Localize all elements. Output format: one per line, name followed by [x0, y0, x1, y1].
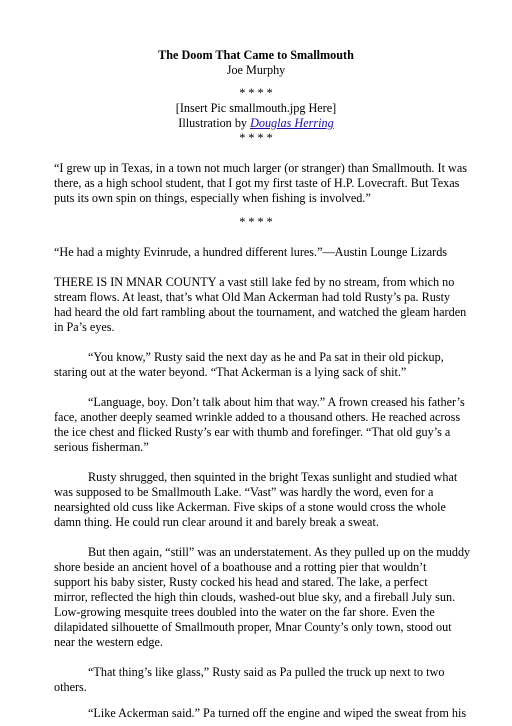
- story-title: The Doom That Came to Smallmouth: [158, 48, 354, 62]
- illustration-prefix: Illustration by: [178, 116, 251, 130]
- paragraph-line: shore beside an ancient hovel of a boathouse and a rotting pier that wouldn’t: [54, 560, 427, 574]
- paragraph-line: support his baby sister, Rusty cocked his head and stared. The lake, a perfect: [54, 575, 428, 589]
- illustrator-link[interactable]: Douglas Herring: [250, 116, 334, 130]
- paragraph-line: face, another deeply seamed wrinkle added to a thousand others. He reached across: [54, 410, 461, 424]
- author-name: Joe Murphy: [226, 63, 286, 77]
- paragraph-line: “That thing’s like glass,” Rusty said as Pa pulled the truck up next to two: [88, 665, 445, 679]
- section-separator-end: * * * *: [239, 131, 273, 145]
- paragraph-line: Low-growing mesquite trees doubled into the water on the far shore. Even the: [54, 605, 435, 619]
- paragraph-line: nearsighted old cuss like Ackerman. Five skips of a stone would cross the whole: [54, 500, 446, 514]
- paragraph-line: “Like Ackerman said.” Pa turned off the engine and wiped the sweat from his: [88, 706, 467, 720]
- paragraph-line: Rusty shrugged, then squinted in the bright Texas sunlight and studied what: [88, 470, 458, 484]
- paragraph-line: staring out at the water beyond. “That Ackerman is a lying sack of shit.”: [54, 365, 407, 379]
- paragraph-line: THERE IS IN MNAR COUNTY a vast still lake fed by no stream, from which no: [54, 275, 455, 289]
- image-placeholder: [Insert Pic smallmouth.jpg Here]: [175, 101, 337, 115]
- paragraph-line: near the western edge.: [54, 635, 163, 649]
- paragraph-line: “Language, boy. Don’t talk about him that way.” A frown creased his father’s: [88, 395, 465, 409]
- paragraph-line: in Pa’s eyes.: [54, 320, 115, 334]
- intro-line: “I grew up in Texas, in a town not much larger (or stranger) than Smallmouth. It was: [54, 161, 467, 175]
- paragraph-line: was supposed to be Smallmouth Lake. “Vast” was hardly the word, even for a: [54, 485, 434, 499]
- section-separator: * * * *: [239, 86, 273, 100]
- epigraph: “He had a mighty Evinrude, a hundred different lures.”—Austin Lounge Lizards: [54, 245, 448, 259]
- section-separator-mid: * * * *: [239, 215, 273, 229]
- paragraph-line: dilapidated silhouette of Smallmouth proper, Mnar County’s only town, stood out: [54, 620, 452, 634]
- paragraph-line: damn thing. He could run clear around it and barely break a sweat.: [54, 515, 379, 529]
- paragraph-line: the ice chest and flicked Rusty’s ear with thumb and forefinger. “That old guy’s a: [54, 425, 451, 439]
- paragraph-line: others.: [54, 680, 87, 694]
- intro-line: there, as a high school student, that I got my first taste of H.P. Lovecraft. But Texas: [54, 176, 460, 190]
- paragraph-line: serious fisherman.”: [54, 440, 149, 454]
- paragraph-line: had heard the old fart rambling about the tournament, and watched the gleam harden: [54, 305, 467, 319]
- illustration-credit: [0, 116, 512, 131]
- paragraph-line: mirror, reflected the high thin clouds, washed-out blue sky, and a fireball July sun.: [54, 590, 456, 604]
- paragraph-line: But then again, “still” was an understatement. As they pulled up on the muddy: [88, 545, 471, 559]
- paragraph-line: stream flows. At least, that’s what Old Man Ackerman had told Rusty’s pa. Rusty: [54, 290, 451, 304]
- paragraph-line: “You know,” Rusty said the next day as he and Pa sat in their old pickup,: [88, 350, 444, 364]
- intro-line: puts its own spin on things, especially when fishing is involved.”: [54, 191, 371, 205]
